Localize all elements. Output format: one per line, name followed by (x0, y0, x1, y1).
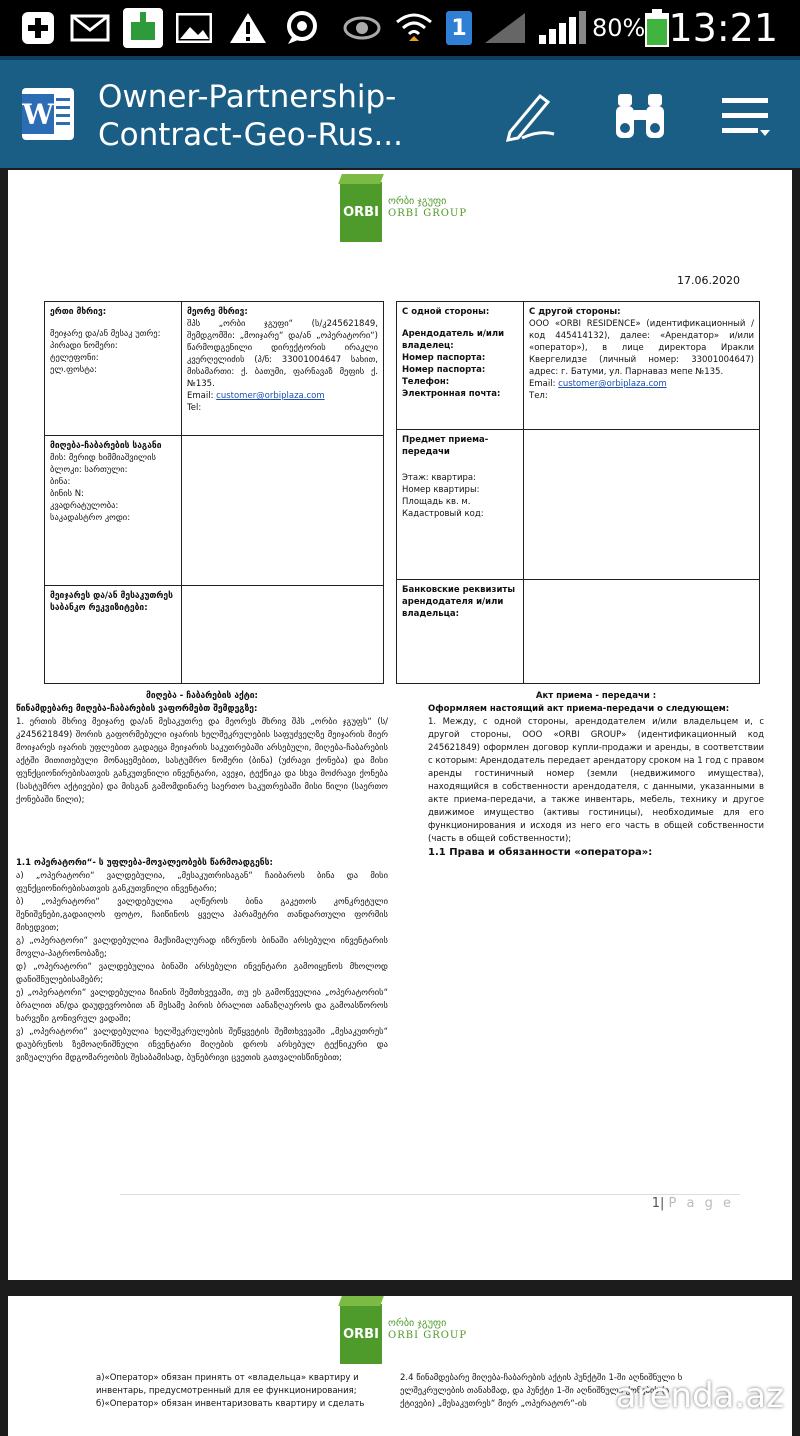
page-word: P a g e (668, 1196, 734, 1211)
ka-apartment: ბინა: (50, 477, 71, 487)
logo-text-ka: ორბი ჯგუფი (388, 196, 447, 207)
document-page-1[interactable] (8, 170, 792, 1280)
page2-ru-line: инвентарь, предусмотренный для ее функционирования; (96, 1386, 357, 1396)
ka-item-d: დ) „ოპერატორი“ ვალდებულია ბინაში არსებული ინვენტარი გამოიყენოს მხოლოდ დანიშნულებისამებრ; (16, 962, 388, 985)
plus-notification-icon (18, 10, 58, 46)
ru-act-section (428, 690, 764, 859)
page-footer-divider (120, 1194, 740, 1195)
ru-email-prefix: Email: (529, 379, 556, 389)
ru-apartment-number: Номер квартиры: (402, 485, 480, 495)
page-number: 1| P a g e (651, 1196, 734, 1211)
status-bar (0, 0, 800, 56)
ru-area: Площадь кв. м. (402, 497, 471, 507)
mail-icon (68, 10, 112, 46)
page2-ka-line: ქტივები) „მესაკუთრეს“ მიერ „ოპერატორ“-ის (400, 1399, 587, 1409)
ka-bank-cell (45, 586, 182, 684)
ru-act-body: 1. Между, с одной стороны, арендодателем и/или владельцем и, с другой стороны, ООО «ORBI GROUP» (идентификационный код 245621849) оформлен договор купли-продажи и аренды, в соответствии с которым: Арендодатель передает арендатору сроком на 1 год с правом аренды гостиничный номер (земли (недвижимого имущества), находящийся в собственности арендодателя, с данными, указанными в акте приема-передачи, а также инвентарь, мебель, технику и другое движимое имущество (активы гостиницы), необходимые для его функционирования и исходя из него его часть в общей собственности (часть в общей собственности); (428, 717, 764, 844)
ka-operator-details: შპს „ორბი ჯგუფი“ (ს/კ245621849, შემდგომში: „მოიჯარე“ და/ან „ოპერატორი“) წარმოდგენილი დირექტორის ირაკლი კვერღელიძის (პ/ნ: 33001004647 სახით, მისამართი: ქ. ბათუმი, ფარნავაზ მეფის ქ. №135. (187, 319, 378, 389)
ru-cadastral-code: Кадастровый код: (402, 509, 484, 519)
ka-act-section (16, 690, 388, 1065)
ka-block-floor: ბლოკი: სართული: (50, 465, 128, 475)
ru-tel-label: Тел: (529, 391, 548, 401)
whatsapp-icon (282, 10, 326, 46)
page2-ru-line: б)«Оператор» обязан инвентаризовать квартиру и сделать (96, 1399, 365, 1409)
wifi-icon (394, 10, 434, 46)
no-signal-icon (482, 10, 528, 46)
ru-bank-cell (397, 580, 524, 684)
battery-percent: 80% (592, 14, 646, 42)
ru-phone-label: Телефон: (402, 377, 450, 387)
ka-subject-value-cell (182, 436, 384, 586)
orbi-logo-mark: ORBI (340, 182, 382, 242)
document-title-line2: Contract-Geo-Rus... (98, 117, 404, 153)
ka-apartment-number: ბინის N: (50, 489, 85, 499)
ka-item-b: ბ) „ოპერატორი“ ვალდებულია აღწეროს ბინა გაკეთოს კონკრეტული შენიშვნები,გადაიღოს ფოტო, ჩაიწინოს ყველა პარამეტრი თანდართული ფორმის მიხედვით; (16, 897, 388, 933)
sim-icon: 1 (444, 10, 474, 46)
ru-landlord-label: Арендодатель и/или владелец: (402, 329, 505, 351)
orbi-logo (340, 182, 480, 254)
ka-email-link[interactable]: customer@orbiplaza.com (216, 391, 325, 401)
ru-passport-label-1: Номер паспорта: (402, 353, 486, 363)
ru-passport-label-2: Номер паспорта: (402, 365, 486, 375)
ka-cadastral-code: საკადასტრო კოდი: (50, 513, 131, 523)
ru-email-link[interactable]: customer@orbiplaza.com (558, 379, 667, 389)
ru-act-subtitle: Оформляем настоящий акт приема-передачи о следующем: (428, 704, 730, 714)
ru-email-label: Электронная почта: (402, 389, 501, 399)
ka-email-prefix: Email: (187, 391, 214, 401)
russian-parties-table (396, 301, 760, 684)
page2-ru-column (96, 1372, 396, 1411)
ka-area: კვადრატულობა: (50, 501, 119, 511)
ru-second-party-label: С другой стороны: (529, 307, 621, 317)
word-document-icon (22, 88, 74, 140)
ka-personal-number-label: პირადი ნომერი: (50, 341, 118, 351)
ka-first-party-label: ერთი მხრივ: (50, 307, 107, 317)
ru-bank-value-cell (524, 580, 760, 684)
ka-act-body: 1. ერთის მხრივ მეიჯარე და/ან მესაკუთრე და მეორეს მხრივ შპს „ორბი ჯგუფს“ (ს/კ245621849) შორის გაფორმებული იჯარის ხელშეკრულების საფუძველზე მეიჯარის მიერ მოიჯარეს იჯარის უფლებით გადაეცა მეიჯარის საკუთრებაში არსებული, მიღება-ჩაბარების აქტში მითითებული მონაცემებით, სასტუმრო ნომერი (ბინა) (უძრავი ქონება) და მისი ფუნქციონირებისათვის განკუთვნილი ინვენტარი, ავეჯი, ტექნიკა და სხვა მოძრავი ქონება (სასტუმრო აქტივები) და მისგან გამომდინარე საერთო საკუთრებაში მისი წილი (საერთო ქონებაში წილი); (16, 717, 388, 805)
ka-item-a: ა) „ოპერატორი“ ვალდებულია, „მესაკუთრისაგან“ ჩაიბაროს ბინა და მისი ფუნქციონირებისათვის განკუთვნილი ინვენტარი; (16, 871, 388, 894)
ka-item-e: ე) „ოპერატორი“ ვალდებულია ზიანის შემთხვევაში, თუ ეს გამოწვეულია „ოპერატორის“ ბრალით ან/და დაუდევრობით ან მესამე პირის ბრალით აანაზღაუროს და გამოასწოროს ხარვეზი გონივრულ ვადაში; (16, 988, 388, 1024)
ka-act-title: მიღება - ჩაბარების აქტი: (146, 691, 258, 701)
status-time: 13:21 (668, 6, 778, 50)
signal-icon (536, 10, 588, 46)
ru-operator-details: ООО «ORBI RESIDENCE» (идентификационный /код 445414132), далее: «Арендатор» и/или «оператор»), в лице директора Иракли Квергелидзе (личный номер: 33001004647) адрес: г. Батуми, ул. Парнаваз мепе №135. (529, 319, 754, 377)
logo-text-ka-page2: ორბი ჯგუფი (388, 1318, 447, 1329)
ka-email-label: ელ.ფოსტა: (50, 365, 97, 375)
word-letter: W (22, 94, 54, 134)
page2-ka-line: 2.4 წინამდებარე მიღება-ჩაბარების აქტის პუნქტში 1-ში აღნიშნული ხ (400, 1373, 683, 1383)
ru-subject-title: Предмет приема-передачи (402, 435, 489, 457)
watermark: arenda.az (615, 1376, 784, 1416)
ru-bank-details-label: Банковские реквизиты арендодателя и/или владельца: (402, 585, 516, 619)
ka-act-subtitle: წინამდებარე მიღება-ჩაბარების ვაფორმებთ შემდეგზე: (16, 704, 258, 714)
ka-second-party-cell (182, 302, 384, 436)
document-date: 17.06.2020 (677, 274, 740, 287)
document-title-line1: Owner-Partnership- (98, 79, 397, 115)
georgian-parties-table (44, 301, 384, 684)
ka-second-party-label: მეორე მხრივ: (187, 307, 248, 317)
binoculars-icon[interactable] (610, 86, 670, 146)
ru-subject-cell (397, 430, 524, 580)
ka-bank-details-label: მეიჯარეს და/ან მესაკუთრეს საბანკო რეკვიზიტები: (50, 591, 173, 613)
ru-act-title: Акт приема - передачи : (535, 691, 657, 701)
eye-icon (342, 10, 382, 46)
ru-second-party-cell (524, 302, 760, 430)
warning-icon (228, 10, 268, 46)
ka-item-g: გ) „ოპერატორი“ ვალდებულია მაქსიმალურად იზრუნოს ბინაში არსებული ინვენტარის მოვლა-პატრონობაზე; (16, 936, 388, 959)
page2-ka-line: ელშეკრულების თანახმად, და პუნქტი 1-ში აღნიშნული ქონების (ა (400, 1386, 670, 1396)
document-title (98, 78, 478, 154)
ru-floor-apartment: Этаж: квартира: (402, 473, 477, 483)
ru-first-party-cell (397, 302, 524, 430)
ka-section-1-1-title: 1.1 ოპერატორი“- ს უფლება-მოვალეობებს წარმოადგენს: (16, 858, 273, 868)
ka-subject-cell (45, 436, 182, 586)
page2-ru-line: а)«Оператор» обязан принять от «владельца» квартиру и (96, 1373, 359, 1383)
ka-first-party-cell (45, 302, 182, 436)
ka-tel-label: Tel: (187, 403, 202, 413)
ka-phone-label: ტელეფონი: (50, 353, 99, 363)
logo-text-en-page2: ORBI GROUP (388, 1330, 468, 1341)
ru-first-party-label: С одной стороны: (402, 307, 490, 317)
image-icon (174, 10, 214, 46)
ru-section-1-1-title: 1.1 Права и обязанности «оператора»: (428, 847, 653, 858)
ka-landlord-label: მეიჯარე და/ან მესაკ უთრე: (50, 329, 161, 339)
hamburger-menu-icon[interactable] (716, 86, 776, 146)
logo-text-en: ORBI GROUP (388, 208, 468, 219)
app-bar (0, 56, 800, 168)
edit-pen-icon[interactable] (500, 86, 560, 146)
ka-bank-value-cell (182, 586, 384, 684)
ka-subject-owner: მის: მერიდ ხიმმიაშვილის (50, 453, 156, 463)
orbi-logo-mark-page2: ORBI (340, 1304, 382, 1364)
page-number-value: 1 (651, 1196, 661, 1211)
ru-subject-value-cell (524, 430, 760, 580)
ka-item-v: ვ) „ოპერატორი“ ვალდებულია ხელშეკრულების შეწყვეტის შემთხვევაში „მესაკუთრეს“ დაუბრუნოს ზემოაღნიშნული ინვენტარი მიღების დროს არსებულ ტექნიკური და ვიზუალური მდგომარეობის შესაბამისად, ბუნებრივი ცვეთის გათვალისწინებით; (16, 1027, 388, 1063)
app-notification-icon (122, 10, 164, 46)
ka-subject-title: მიღება-ჩაბარების საგანი (50, 441, 162, 451)
orbi-logo-page2 (340, 1304, 480, 1376)
